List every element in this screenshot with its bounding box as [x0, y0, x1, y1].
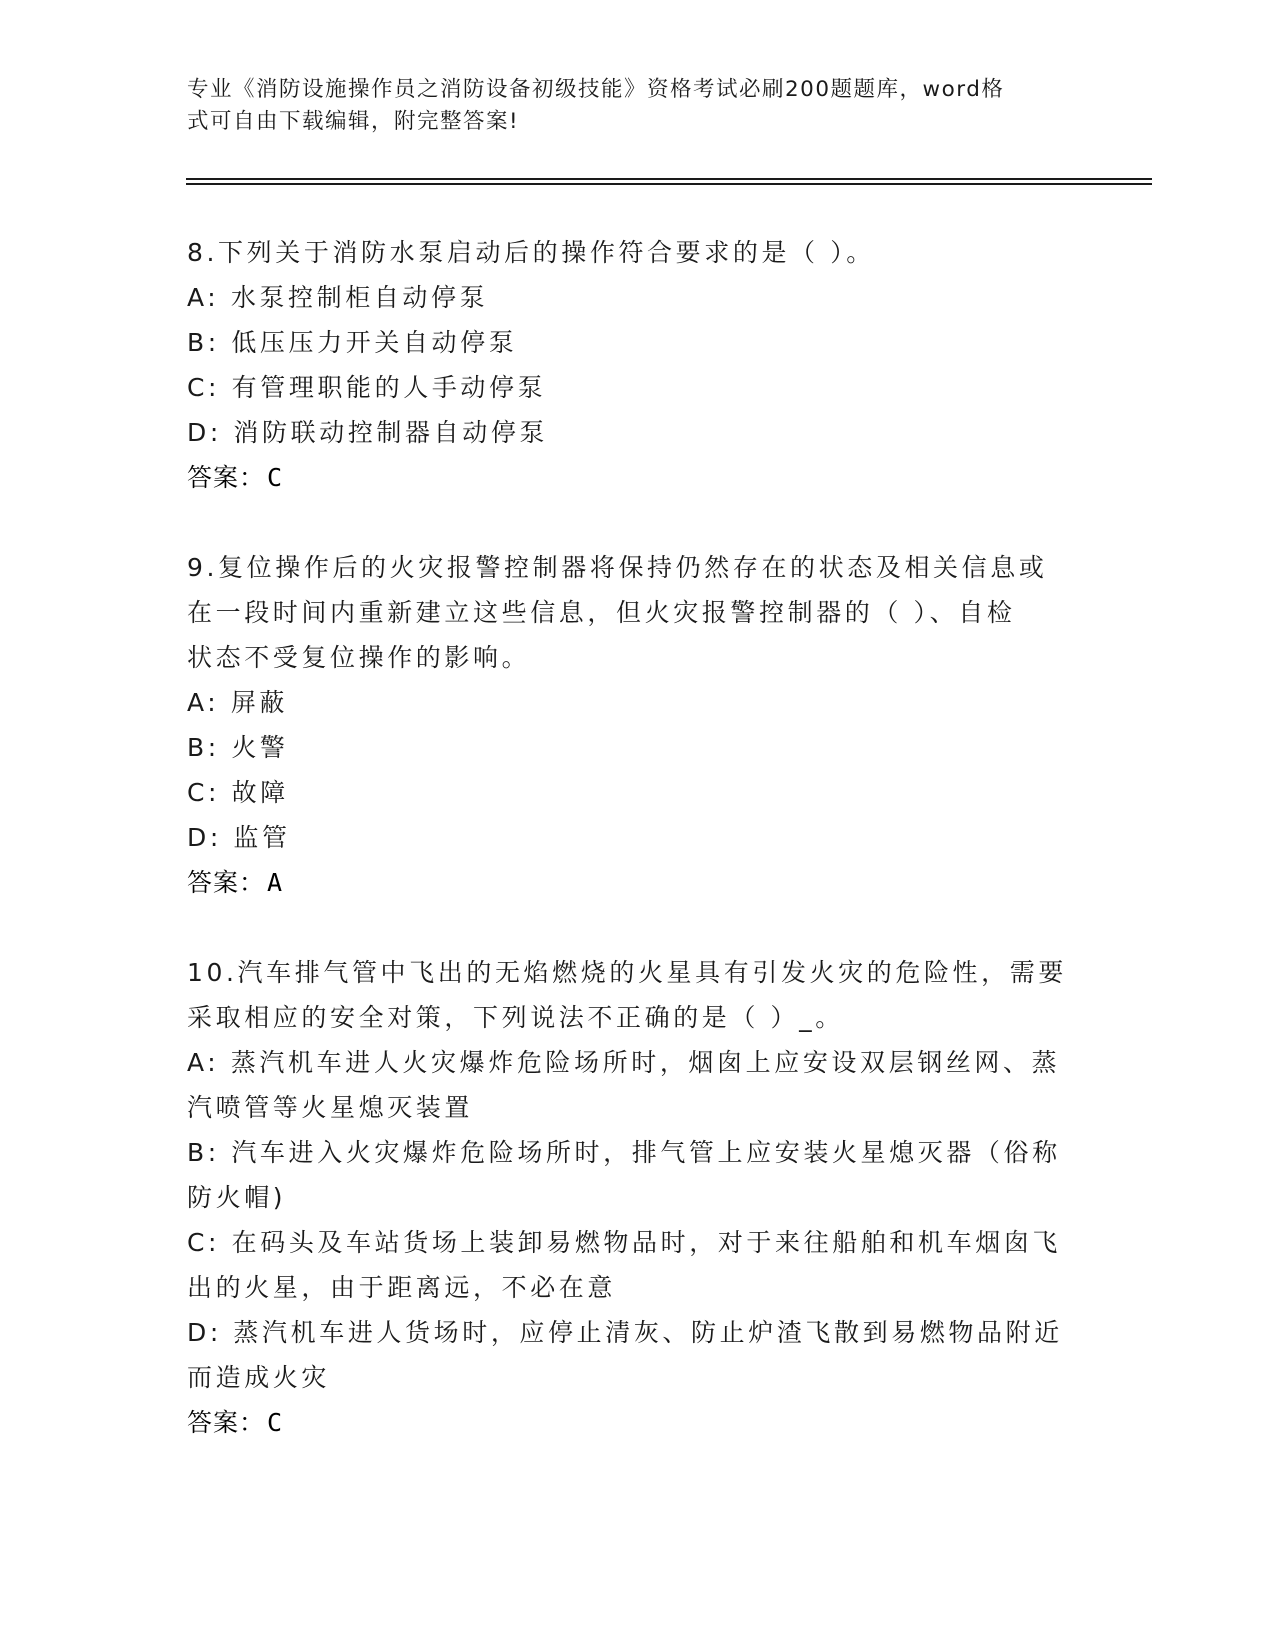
question-10-option-d-line-2: 而造成火灾 — [187, 1363, 331, 1392]
question-8-option-b: B: 低压压力开关自动停泵 — [187, 328, 518, 357]
question-9-stem-line-3: 状态不受复位操作的影响。 — [187, 643, 531, 672]
answer-value: C — [267, 463, 284, 492]
question-9-answer — [187, 866, 283, 900]
question-9-option-d: D: 监管 — [187, 823, 291, 852]
question-9-stem-line-2: 在一段时间内重新建立这些信息，但火灾报警控制器的（ ）、自检 — [187, 598, 1016, 627]
question-10-option-b-line-2: 防火帽) — [187, 1183, 287, 1212]
question-8-option-a: A: 水泵控制柜自动停泵 — [187, 283, 489, 312]
question-10-option-a-line-2: 汽喷管等火星熄灭装置 — [187, 1093, 474, 1122]
question-9-option-b: B: 火警 — [187, 733, 289, 762]
question-10-option-d-line-1: D: 蒸汽机车进人货场时，应停止清灰、防止炉渣飞散到易燃物品附近 — [187, 1318, 1063, 1347]
question-8-option-d: D: 消防联动控制器自动停泵 — [187, 418, 549, 447]
answer-label: 答案： — [187, 463, 266, 492]
question-10-option-c-line-1: C: 在码头及车站货场上装卸易燃物品时，对于来往船舶和机车烟囱飞 — [187, 1228, 1062, 1257]
question-10-option-b-line-1: B: 汽车进入火灾爆炸危险场所时，排气管上应安装火星熄灭器（俗称 — [187, 1138, 1061, 1167]
header-divider-bottom — [186, 183, 1152, 185]
question-10-option-c-line-2: 出的火星，由于距离远，不必在意 — [187, 1273, 617, 1302]
document-header — [187, 74, 1067, 138]
question-9-stem-line-1: 9.复位操作后的火灾报警控制器将保持仍然存在的状态及相关信息或 — [187, 553, 1048, 582]
answer-value: A — [267, 868, 284, 897]
header-line-2: 式可自由下载编辑，附完整答案! — [187, 109, 520, 134]
answer-value: C — [267, 1408, 284, 1437]
header-line-1: 专业《消防设施操作员之消防设备初级技能》资格考试必刷200题题库，word格 — [187, 77, 1005, 102]
question-10-answer — [187, 1406, 283, 1440]
question-9-option-c: C: 故障 — [187, 778, 289, 807]
question-8-stem: 8.下列关于消防水泵启动后的操作符合要求的是（ ）。 — [187, 238, 875, 267]
answer-label: 答案： — [187, 1408, 266, 1437]
question-8-answer — [187, 461, 283, 495]
question-8-option-c: C: 有管理职能的人手动停泵 — [187, 373, 547, 402]
question-10-stem-line-1: 10.汽车排气管中飞出的无焰燃烧的火星具有引发火灾的危险性，需要 — [187, 958, 1067, 987]
header-divider-top — [186, 178, 1152, 180]
question-10-option-a-line-1: A: 蒸汽机车进人火灾爆炸危险场所时，烟囱上应安设双层钢丝网、蒸 — [187, 1048, 1061, 1077]
question-10-stem-line-2: 采取相应的安全对策，下列说法不正确的是（ ）_。 — [187, 1003, 844, 1032]
question-9-option-a: A: 屏蔽 — [187, 688, 289, 717]
answer-label: 答案： — [187, 868, 266, 897]
